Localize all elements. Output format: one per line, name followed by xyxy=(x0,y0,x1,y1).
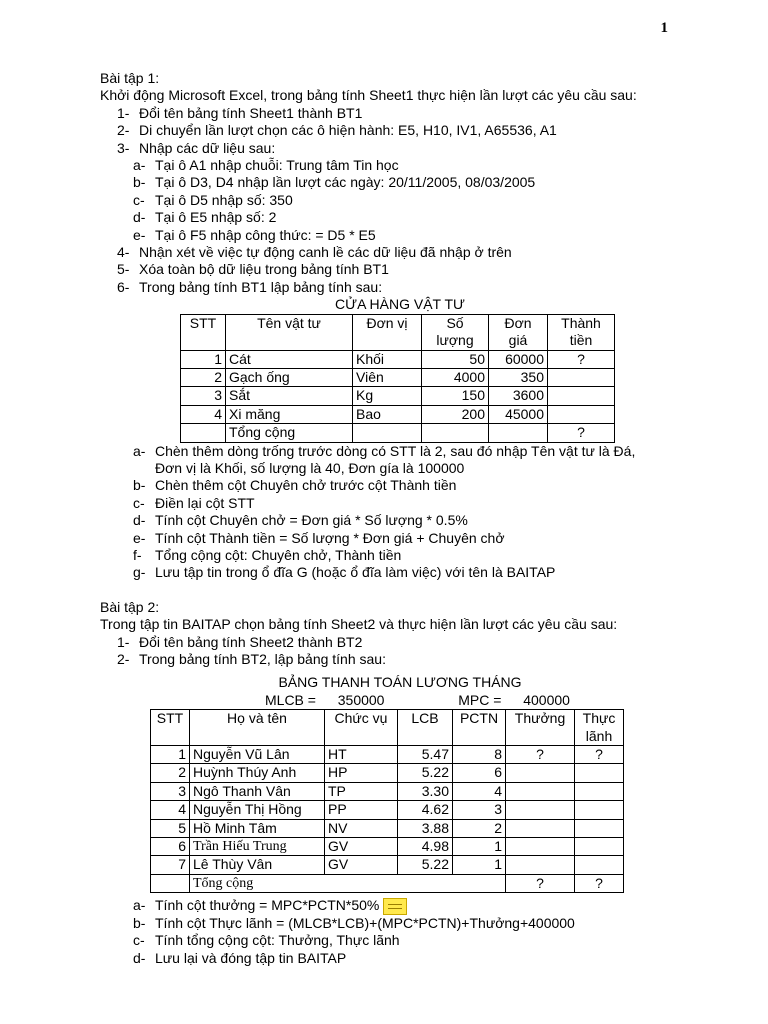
task-marker: c- xyxy=(133,932,145,949)
bt1-header-text: giá xyxy=(508,332,528,349)
table-row xyxy=(151,819,624,837)
bt2-cell: PP xyxy=(325,801,398,819)
bt2-header-cell xyxy=(453,710,506,746)
bt2-cell xyxy=(506,764,575,782)
step-item xyxy=(100,122,700,139)
bt2-cell: 4.98 xyxy=(398,838,453,856)
step-item-marker: 3- xyxy=(117,139,130,156)
task-marker: f- xyxy=(133,546,142,563)
bt2-header-text: Chức vụ xyxy=(334,710,388,727)
bt1-header-text: lượng xyxy=(436,332,474,349)
bt2-cell: Lê Thùy Vân xyxy=(190,856,325,874)
step-item xyxy=(100,279,700,296)
task-text: Tổng cộng cột: Chuyên chở, Thành tiền xyxy=(155,546,402,563)
step-item-text: Đổi tên bảng tính Sheet1 thành BT1 xyxy=(139,104,363,121)
bt2-header-text: STT xyxy=(156,710,184,727)
bt1-cell xyxy=(489,424,548,442)
sub-item xyxy=(100,192,700,209)
bt1-cell: 50 xyxy=(422,350,489,368)
bt2-header-text: PCTN xyxy=(459,710,499,727)
bt2-cell: Nguyễn Thị Hồng xyxy=(190,801,325,819)
task-marker: d- xyxy=(133,949,146,966)
task-item xyxy=(100,443,700,460)
bt1-cell: Bao xyxy=(353,405,422,423)
bt2-cell: 1 xyxy=(453,856,506,874)
task-text: Tính cột Thực lãnh = (MLCB*LCB)+(MPC*PCTN)+Thưởng+400000 xyxy=(155,915,575,932)
bt2-cell xyxy=(506,782,575,800)
bt2-cell xyxy=(575,819,624,837)
mlcb-label: MLCB = xyxy=(265,691,316,708)
bt1-table-title: CỬA HÀNG VẬT TƯ xyxy=(335,296,465,313)
bt1-cell xyxy=(181,424,226,442)
sub-item-text: Tại ô F5 nhập công thức: = D5 * E5 xyxy=(155,226,376,243)
task-item xyxy=(100,477,700,494)
mpc-value: 400000 xyxy=(523,691,570,708)
task-text: Tính tổng cộng cột: Thưởng, Thực lãnh xyxy=(155,932,400,949)
exercise-1-steps xyxy=(100,105,700,157)
bt2-cell: 1 xyxy=(453,838,506,856)
bt1-table-header xyxy=(181,314,615,350)
sub-item-marker: e- xyxy=(133,226,146,243)
sub-item-marker: a- xyxy=(133,157,146,174)
sub-item-marker: d- xyxy=(133,209,146,226)
exercise-1-step3-items xyxy=(100,157,700,244)
bt1-cell xyxy=(548,405,615,423)
task-item xyxy=(100,512,700,529)
task-item xyxy=(100,495,700,512)
bt1-cell: 200 xyxy=(422,405,489,423)
bt1-header-text: STT xyxy=(189,314,217,331)
bt2-cell: 4.62 xyxy=(398,801,453,819)
bt2-cell xyxy=(575,764,624,782)
step-item-text: Trong bảng tính BT1 lập bảng tính sau: xyxy=(139,278,383,295)
bt2-header-cell xyxy=(325,710,398,746)
bt1-cell: 45000 xyxy=(489,405,548,423)
step-item-marker: 2- xyxy=(117,122,130,139)
table-row xyxy=(151,746,624,764)
bt1-cell: Gạch ống xyxy=(226,368,353,386)
task-marker: a- xyxy=(133,897,146,914)
exercise-1-intro: Khởi động Microsoft Excel, trong bảng tính Sheet1 thực hiện lần lượt các yêu cầu sau: xyxy=(100,87,637,104)
task-item xyxy=(100,547,700,564)
step-item-text: Nhập các dữ liệu sau: xyxy=(139,139,276,156)
step-item-marker: 6- xyxy=(117,278,130,295)
task-item xyxy=(100,915,700,932)
bt2-cell: 2 xyxy=(453,819,506,837)
bt2-cell: 4 xyxy=(453,782,506,800)
task-text: Điền lại cột STT xyxy=(155,494,255,511)
bt2-header-cell xyxy=(575,710,624,746)
bt1-header-text: Đơn xyxy=(504,314,532,331)
bt2-cell xyxy=(506,856,575,874)
table-row xyxy=(151,782,624,800)
bt2-cell: 7 xyxy=(151,856,190,874)
bt1-total-label: Tổng cộng xyxy=(226,424,353,442)
bt2-cell: 5.22 xyxy=(398,856,453,874)
step-item-text: Trong bảng tính BT2, lập bảng tính sau: xyxy=(139,651,386,667)
task-item xyxy=(100,530,700,547)
bt2-cell: 1 xyxy=(151,746,190,764)
bt2-total-label: Tổng cộng xyxy=(190,874,506,892)
bt2-cell: 3.88 xyxy=(398,819,453,837)
bt1-cell: Kg xyxy=(353,387,422,405)
task-text: Đơn vị là Khối, số lượng là 40, Đơn gía là 100000 xyxy=(155,459,465,476)
exercise-1-title: Bài tập 1: xyxy=(100,70,160,86)
sticky-note-icon xyxy=(383,898,407,915)
sub-item xyxy=(100,227,700,244)
bt2-cell: Ngô Thanh Vân xyxy=(190,782,325,800)
step-item-text: Di chuyển lần lượt chọn các ô hiện hành: E5, H10, IV1, A65536, A1 xyxy=(139,122,557,139)
bt2-cell: 6 xyxy=(453,764,506,782)
bt2-header-text: LCB xyxy=(411,710,439,727)
task-item xyxy=(100,950,700,967)
bt2-cell: 5 xyxy=(151,819,190,837)
bt2-cell: Hồ Minh Tâm xyxy=(190,819,325,837)
sub-item xyxy=(100,209,700,226)
sub-item-text: Tại ô D3, D4 nhập lần lượt các ngày: 20/11/2005, 08/03/2005 xyxy=(155,174,536,191)
step-item-marker: 4- xyxy=(117,244,130,261)
table-row xyxy=(181,368,615,386)
bt2-cell: 4 xyxy=(151,801,190,819)
bt1-cell: 150 xyxy=(422,387,489,405)
bt1-cell xyxy=(548,387,615,405)
step-item-text: Xóa toàn bộ dữ liệu trong bảng tính BT1 xyxy=(139,261,389,278)
bt1-header-cell xyxy=(181,314,226,350)
task-text: Chèn thêm cột Chuyên chở trước cột Thành tiền xyxy=(155,477,457,494)
bt2-cell: 6 xyxy=(151,838,190,856)
bt2-cell xyxy=(575,838,624,856)
bt1-header-cell xyxy=(353,314,422,350)
table-row xyxy=(151,764,624,782)
task-item xyxy=(100,897,700,915)
table-row-total xyxy=(181,424,615,442)
step-item-marker: 1- xyxy=(117,633,130,650)
sub-item-text: Tại ô E5 nhập số: 2 xyxy=(155,209,277,226)
bt1-cell: Xi măng xyxy=(226,405,353,423)
exercise-2-intro: Trong tập tin BAITAP chọn bảng tính Sheet2 và thực hiện lần lượt các yêu cầu sau: xyxy=(100,616,618,633)
task-item xyxy=(100,932,700,949)
bt2-cell: 5.47 xyxy=(398,746,453,764)
bt2-cell: ? xyxy=(575,746,624,764)
bt2-table-title: BẢNG THANH TOÁN LƯƠNG THÁNG xyxy=(278,674,522,691)
sub-item-text: Tại ô A1 nhập chuỗi: Trung tâm Tin học xyxy=(155,157,399,174)
task-marker: e- xyxy=(133,529,146,546)
bt1-cell: 4000 xyxy=(422,368,489,386)
bt2-cell: 2 xyxy=(151,764,190,782)
bt1-cell: Viên xyxy=(353,368,422,386)
bt2-header-cell xyxy=(190,710,325,746)
bt2-cell: NV xyxy=(325,819,398,837)
page-number: 1 xyxy=(660,20,668,36)
bt2-cell xyxy=(506,819,575,837)
step-item xyxy=(100,261,700,278)
bt2-total-thuclanh: ? xyxy=(575,874,624,892)
bt2-header-text: Thưởng xyxy=(514,710,566,727)
bt1-total-value: ? xyxy=(548,424,615,442)
sub-item xyxy=(100,174,700,191)
bt1-cell: 60000 xyxy=(489,350,548,368)
bt1-header-text: tiền xyxy=(569,332,593,349)
bt1-cell: Khối xyxy=(353,350,422,368)
bt1-cell: Cát xyxy=(226,350,353,368)
bt2-table-header xyxy=(151,710,624,746)
bt1-header-text: Tên vật tư xyxy=(257,314,321,331)
task-text: Tính cột Thành tiền = Số lượng * Đơn giá + Chuyên chở xyxy=(155,529,505,546)
bt1-cell: 3 xyxy=(181,387,226,405)
bt2-cell xyxy=(151,874,190,892)
bt2-cell: GV xyxy=(325,838,398,856)
exercise-2-steps xyxy=(100,634,700,669)
bt2-header-cell xyxy=(398,710,453,746)
bt2-cell xyxy=(506,838,575,856)
step-item-marker: 5- xyxy=(117,261,130,278)
task-text: Lưu tập tin trong ổ đĩa G (hoặc ổ đĩa làm việc) với tên là BAITAP xyxy=(155,564,556,581)
bt1-cell: 1 xyxy=(181,350,226,368)
table-row xyxy=(181,405,615,423)
exercise-2-tasks xyxy=(100,897,700,967)
bt2-header-text: Thực xyxy=(582,710,616,727)
step-item-marker: 1- xyxy=(117,104,130,121)
bt2-cell: ? xyxy=(506,746,575,764)
bt2-cell xyxy=(575,856,624,874)
bt2-cell: 8 xyxy=(453,746,506,764)
bt2-header-text: Họ và tên xyxy=(227,710,287,727)
bt2-cell: HP xyxy=(325,764,398,782)
mpc-label: MPC = xyxy=(458,691,502,708)
exercise-1-tasks xyxy=(100,443,700,582)
bt2-total-thuong: ? xyxy=(506,874,575,892)
step-item-text: Nhận xét về việc tự động canh lề các dữ liệu đã nhập ở trên xyxy=(139,244,512,261)
bt1-cell: 350 xyxy=(489,368,548,386)
bt2-cell: 3.30 xyxy=(398,782,453,800)
step-item-text: Đổi tên bảng tính Sheet2 thành BT2 xyxy=(139,633,363,650)
task-item xyxy=(100,564,700,581)
step-item xyxy=(100,651,700,668)
bt2-header-cell xyxy=(151,710,190,746)
bt1-cell xyxy=(548,368,615,386)
bt1-header-cell xyxy=(422,314,489,350)
task-marker: b- xyxy=(133,477,146,494)
step-item xyxy=(100,244,700,261)
table-row xyxy=(181,350,615,368)
sub-item-text: Tại ô D5 nhập số: 350 xyxy=(155,191,293,208)
bt2-cell: TP xyxy=(325,782,398,800)
bt1-header-cell xyxy=(548,314,615,350)
step-item xyxy=(100,140,700,157)
bt2-cell: GV xyxy=(325,856,398,874)
task-item xyxy=(100,460,700,477)
bt2-header-cell xyxy=(506,710,575,746)
task-text: Lưu lại và đóng tập tin BAITAP xyxy=(155,949,347,966)
table-row xyxy=(151,856,624,874)
bt2-table xyxy=(150,709,624,893)
sub-item-marker: b- xyxy=(133,174,146,191)
task-marker: d- xyxy=(133,512,146,529)
task-text: Tính cột thưởng = MPC*PCTN*50% xyxy=(155,897,380,914)
bt2-cell: 5.22 xyxy=(398,764,453,782)
step-item xyxy=(100,634,700,651)
bt2-cell xyxy=(575,782,624,800)
bt2-cell: 3 xyxy=(151,782,190,800)
task-text: Chèn thêm dòng trống trước dòng có STT là 2, sau đó nhập Tên vật tư là Đá, xyxy=(155,442,636,459)
bt2-cell xyxy=(575,801,624,819)
bt1-header-text: Đơn vị xyxy=(366,314,408,331)
bt2-header-text: lãnh xyxy=(585,727,613,744)
table-row xyxy=(151,838,624,856)
task-marker: a- xyxy=(133,442,146,459)
bt2-cell: Huỳnh Thúy Anh xyxy=(190,764,325,782)
bt1-cell xyxy=(353,424,422,442)
task-text: Tính cột Chuyên chở = Đơn giá * Số lượng * 0.5% xyxy=(155,512,468,529)
task-marker: c- xyxy=(133,494,145,511)
sub-item-marker: c- xyxy=(133,191,145,208)
exercise-2-title: Bài tập 2: xyxy=(100,598,160,615)
bt1-header-text: Số xyxy=(446,314,464,331)
bt2-cell: HT xyxy=(325,746,398,764)
bt1-table xyxy=(180,314,615,443)
table-row xyxy=(181,387,615,405)
bt2-cell xyxy=(506,801,575,819)
bt2-cell: 3 xyxy=(453,801,506,819)
bt1-header-cell xyxy=(489,314,548,350)
bt1-cell: ? xyxy=(548,350,615,368)
step-item-marker: 2- xyxy=(117,651,130,667)
bt1-cell: 2 xyxy=(181,368,226,386)
document-body xyxy=(100,70,700,967)
sub-item xyxy=(100,157,700,174)
bt1-cell: 4 xyxy=(181,405,226,423)
task-marker: b- xyxy=(133,915,146,932)
bt2-constants xyxy=(100,692,700,709)
table-row-total xyxy=(151,874,624,892)
bt1-cell xyxy=(422,424,489,442)
bt2-cell: Trần Hiếu Trung xyxy=(190,838,325,856)
table-row xyxy=(151,801,624,819)
bt2-cell: Nguyễn Vũ Lân xyxy=(190,746,325,764)
mlcb-value: 350000 xyxy=(337,691,385,708)
bt1-header-cell xyxy=(226,314,353,350)
bt1-cell: Sắt xyxy=(226,387,353,405)
step-item xyxy=(100,105,700,122)
task-marker: g- xyxy=(133,564,146,581)
bt1-cell: 3600 xyxy=(489,387,548,405)
bt1-header-text: Thành xyxy=(561,314,601,331)
exercise-1-steps-cont xyxy=(100,244,700,296)
